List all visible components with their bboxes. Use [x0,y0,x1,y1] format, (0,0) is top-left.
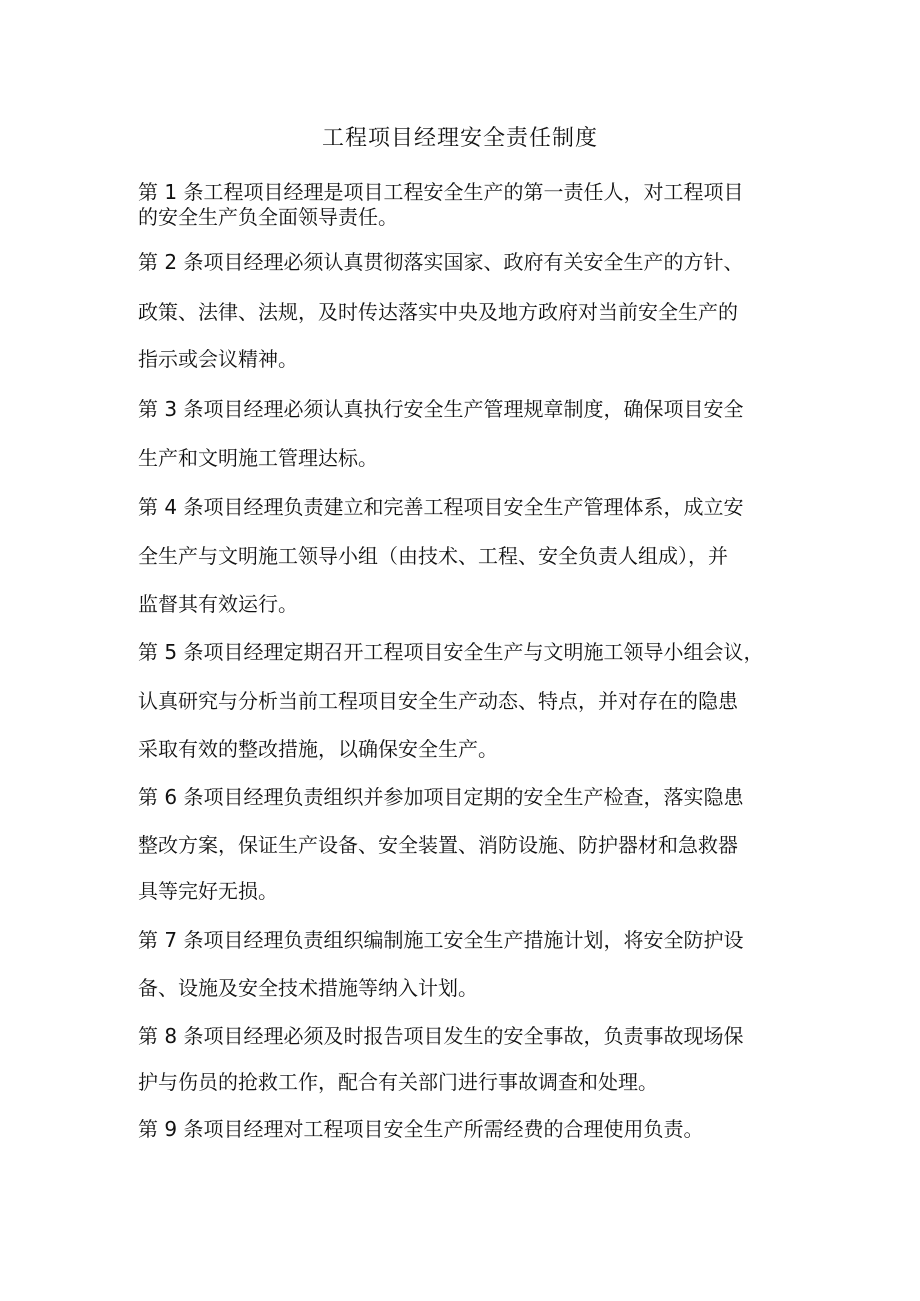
text-line: 第 1 条工程项目经理是项目工程安全生产的第一责任人，对工程项目 [138,180,744,204]
text-line: 的安全生产负全面领导责任。 [138,205,398,229]
text-line: 第 5 条项目经理定期召开工程项目安全生产与文明施工领导小组会议， [138,640,764,664]
document-title: 工程项目经理安全责任制度 [321,126,598,151]
text-line: 认真研究与分析当前工程项目安全生产动态、特点，并对存在的隐患 [138,689,738,713]
text-line: 第 2 条项目经理必须认真贯彻落实国家、政府有关安全生产的方针、 [138,250,744,274]
text-line: 备、设施及安全技术措施等纳入计划。 [138,976,478,1000]
text-line: 第 8 条项目经理必须及时报告项目发生的安全事故，负责事故现场保 [138,1024,744,1048]
text-line: 具等完好无损。 [138,879,278,903]
text-line: 生产和文明施工管理达标。 [138,446,378,470]
text-line: 政策、法律、法规，及时传达落实中央及地方政府对当前安全生产的 [138,300,738,324]
text-line: 指示或会议精神。 [138,347,298,371]
text-line: 监督其有效运行。 [138,592,298,616]
text-line: 全生产与文明施工领导小组（由技术、工程、安全负责人组成），并 [138,544,728,568]
text-line: 第 3 条项目经理必须认真执行安全生产管理规章制度，确保项目安全 [138,397,744,421]
text-line: 整改方案，保证生产设备、安全装置、消防设施、防护器材和急救器 [138,833,738,857]
text-line: 护与伤员的抢救工作，配合有关部门进行事故调查和处理。 [138,1070,658,1094]
text-line: 第 7 条项目经理负责组织编制施工安全生产措施计划，将安全防护设 [138,928,744,952]
text-line: 第 6 条项目经理负责组织并参加项目定期的安全生产检查，落实隐患 [138,785,744,809]
text-line: 第 4 条项目经理负责建立和完善工程项目安全生产管理体系，成立安 [138,495,744,519]
text-line: 第 9 条项目经理对工程项目安全生产所需经费的合理使用负责。 [138,1117,704,1141]
text-line: 采取有效的整改措施，以确保安全生产。 [138,737,498,761]
